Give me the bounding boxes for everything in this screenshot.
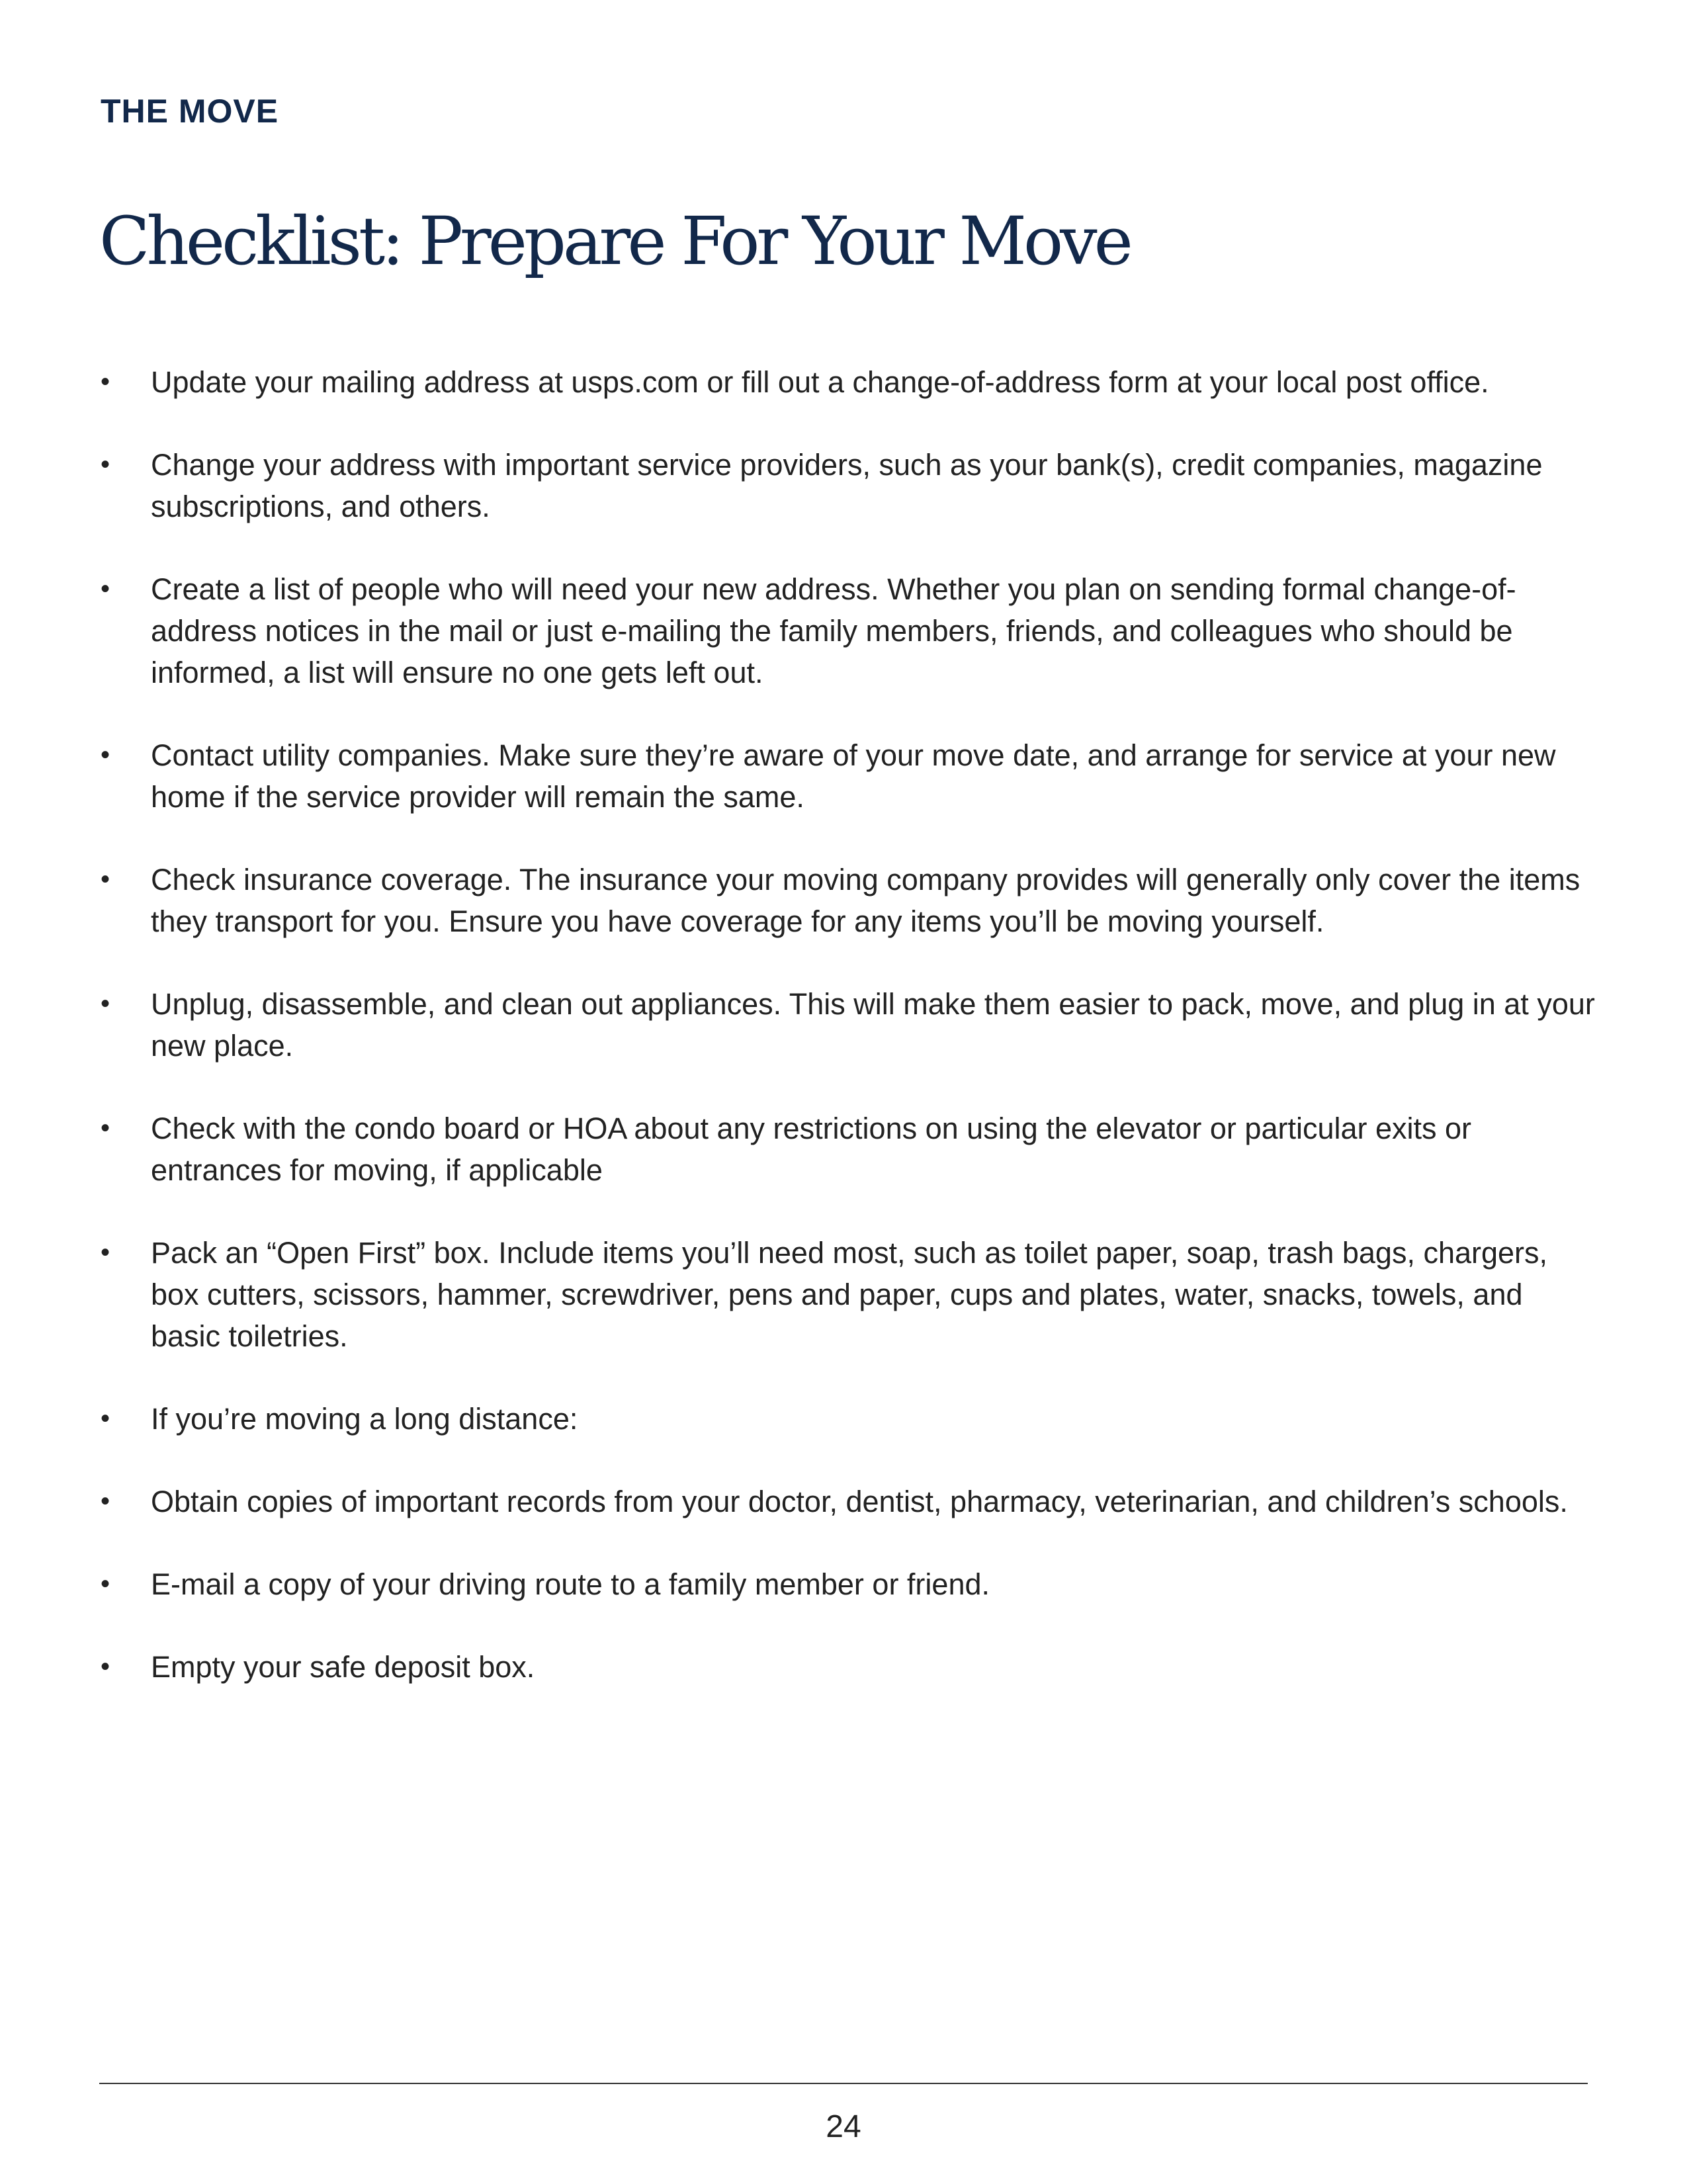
checklist-item-text: Unplug, disassemble, and clean out appliances. This will make them easier to pack, move, and plug in at your new place. — [151, 987, 1595, 1063]
bullet-icon: • — [101, 574, 110, 603]
checklist-item-text: Check insurance coverage. The insurance your moving company provides will generally only cover the items they transport for you. Ensure you have coverage for any items you’ll be moving yourself. — [151, 863, 1580, 938]
checklist-item-text: E-mail a copy of your driving route to a family member or friend. — [151, 1567, 990, 1601]
bullet-icon: • — [101, 450, 110, 479]
page-number: 24 — [826, 2109, 861, 2144]
bullet-icon: • — [101, 1652, 110, 1681]
checklist-item — [101, 361, 1596, 403]
footer-divider — [99, 2083, 1588, 2084]
checklist-item — [101, 444, 1596, 527]
checklist — [101, 361, 1596, 1729]
checklist-item — [101, 1108, 1596, 1191]
checklist-item-text: Contact utility companies. Make sure they’re aware of your move date, and arrange for service at your new home if the service provider will remain the same. — [151, 738, 1556, 814]
bullet-icon: • — [101, 1569, 110, 1598]
section-label: THE MOVE — [101, 93, 279, 130]
checklist-item-text: Update your mailing address at usps.com or fill out a change-of-address form at your local post office. — [151, 365, 1489, 399]
checklist-item-text: Check with the condo board or HOA about any restrictions on using the elevator or particular exits or entrances for moving, if applicable — [151, 1112, 1472, 1187]
checklist-item — [101, 734, 1596, 818]
checklist-item-text: Pack an “Open First” box. Include items you’ll need most, such as toilet paper, soap, trash bags, chargers, box cutters, scissors, hammer, screwdriver, pens and paper, cups and plates, water, snacks, towels, and basic toiletries. — [151, 1236, 1548, 1353]
bullet-icon: • — [101, 1238, 110, 1267]
bullet-icon: • — [101, 740, 110, 769]
checklist-item — [101, 983, 1596, 1067]
checklist-item — [101, 1646, 1596, 1688]
checklist-item-text: Create a list of people who will need your new address. Whether you plan on sending formal change-of-address notices in the mail or just e-mailing the family members, friends, and colleagues who should be informed, a list will ensure no one gets left out. — [151, 572, 1516, 689]
checklist-item — [101, 1563, 1596, 1605]
bullet-icon: • — [101, 1114, 110, 1143]
bullet-icon: • — [101, 1487, 110, 1516]
bullet-icon: • — [101, 989, 110, 1018]
checklist-item — [101, 1481, 1596, 1522]
checklist-item-text: Obtain copies of important records from your doctor, dentist, pharmacy, veterinarian, and children’s schools. — [151, 1485, 1568, 1518]
checklist-item — [101, 859, 1596, 942]
page-title: Checklist: Prepare For Your Move — [99, 202, 1130, 280]
checklist-item-text: Change your address with important service providers, such as your bank(s), credit companies, magazine subscriptions, and others. — [151, 448, 1543, 523]
checklist-item-text: Empty your safe deposit box. — [151, 1650, 535, 1684]
checklist-item-text: If you’re moving a long distance: — [151, 1402, 578, 1436]
bullet-icon: • — [101, 865, 110, 894]
checklist-item — [101, 1398, 1596, 1440]
checklist-item — [101, 568, 1596, 693]
bullet-icon: • — [101, 1404, 110, 1433]
checklist-item — [101, 1232, 1596, 1357]
bullet-icon: • — [101, 367, 110, 396]
